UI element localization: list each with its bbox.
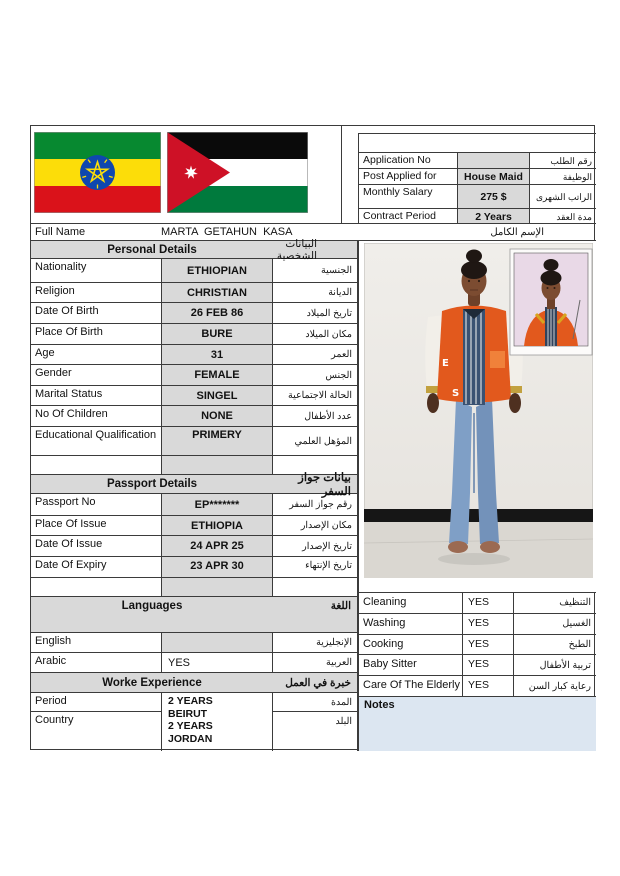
section-title: Languages xyxy=(121,600,183,612)
field-label: Educational Qualification xyxy=(35,429,157,441)
field-value: 275 $ xyxy=(457,185,530,208)
row-nationality xyxy=(31,259,357,283)
table-row xyxy=(359,134,596,153)
field-label-arabic: المؤهل العلمي xyxy=(294,435,352,447)
field-label-arabic: الطبخ xyxy=(568,638,591,650)
field-label: Cleaning xyxy=(363,596,407,608)
field-label: Marital Status xyxy=(35,388,103,400)
row-care-of-elderly xyxy=(359,676,596,696)
field-label: Passport No xyxy=(35,496,96,508)
row-date-of-expiry xyxy=(31,557,357,578)
row-monthly-salary xyxy=(359,185,596,209)
section-title-arabic: بيانات جواز السفر xyxy=(298,472,351,498)
field-value: YES xyxy=(462,676,514,696)
work-line: JORDAN xyxy=(168,732,213,745)
cv-form xyxy=(30,125,595,750)
work-line: 2 YEARS xyxy=(168,720,213,732)
field-value: 24 APR 25 xyxy=(161,536,273,556)
row-arabic xyxy=(31,653,357,673)
field-label-arabic: تاريخ الإصدار xyxy=(302,540,352,552)
field-value: YES xyxy=(462,593,514,613)
row-post-applied xyxy=(359,169,596,185)
field-label-arabic: العربية xyxy=(326,657,352,668)
row-religion xyxy=(31,283,357,303)
row-age xyxy=(31,345,357,365)
work-experience-value xyxy=(161,693,273,751)
field-label-arabic: رقم الطلب xyxy=(550,155,592,166)
field-value: 2 Years xyxy=(457,209,530,224)
work-line: BEIRUT xyxy=(168,707,208,720)
empty-cell xyxy=(31,456,161,474)
svg-text:E: E xyxy=(442,358,449,369)
field-label-arabic: مكان الميلاد xyxy=(305,328,352,340)
spacer-row xyxy=(31,578,357,597)
row-washing xyxy=(359,614,596,635)
empty-cell xyxy=(273,578,357,596)
photo-cell xyxy=(358,241,596,592)
field-value: 26 FEB 86 xyxy=(161,303,273,323)
field-label: Date Of Issue xyxy=(35,538,103,550)
field-value: YES xyxy=(462,614,514,634)
field-label: Date Of Birth xyxy=(35,305,99,317)
row-place-of-issue xyxy=(31,516,357,536)
field-value: BURE xyxy=(161,324,273,344)
field-label-arabic: الراتب الشهرى xyxy=(536,191,592,202)
field-label: Place Of Birth xyxy=(35,326,103,338)
row-educational-qualification xyxy=(31,427,357,456)
section-title: Personal Details xyxy=(107,243,197,256)
field-label: Post Applied for xyxy=(363,170,437,182)
field-label-arabic: الوظيفة xyxy=(562,171,592,182)
ethiopia-flag-icon xyxy=(34,132,161,213)
row-date-of-issue xyxy=(31,536,357,557)
field-value: SINGEL xyxy=(161,386,273,405)
field-label-arabic: عدد الأطفال xyxy=(304,410,352,422)
section-header-languages xyxy=(31,597,357,633)
field-label-arabic: تربية الأطفال xyxy=(539,659,591,671)
field-label: Application No xyxy=(363,154,431,166)
section-title: Passport Details xyxy=(106,478,198,490)
field-label: Place Of Issue xyxy=(35,518,107,530)
candidate-photo xyxy=(364,243,593,578)
field-label-arabic: العمر xyxy=(331,349,352,360)
field-label: Date Of Expiry xyxy=(35,559,107,571)
field-value xyxy=(161,633,273,652)
field-label: Religion xyxy=(35,285,75,297)
row-date-of-birth xyxy=(31,303,357,324)
row-place-of-birth xyxy=(31,324,357,345)
section-header-personal xyxy=(31,237,357,262)
row-gender xyxy=(31,365,357,386)
row-marital-status xyxy=(31,386,357,406)
field-label-arabic: رقم جواز السفر xyxy=(289,499,352,510)
field-label-arabic: الجنسية xyxy=(321,265,352,276)
field-label-arabic: مدة العقد xyxy=(556,211,592,222)
field-value: YES xyxy=(462,635,514,655)
field-value: 23 APR 30 xyxy=(161,557,273,577)
field-label: Full Name xyxy=(35,226,86,238)
field-label-arabic: البلد xyxy=(335,716,352,727)
notes-label: Notes xyxy=(364,699,395,711)
notes-box xyxy=(358,696,596,751)
field-label-arabic: تاريخ الميلاد xyxy=(306,307,352,319)
full-name-value: MARTA GETAHUN KASA xyxy=(161,226,293,238)
field-label: Care Of The Elderly xyxy=(363,679,461,692)
field-label: Country xyxy=(35,714,74,726)
svg-text:S: S xyxy=(452,388,460,399)
row-passport-no xyxy=(31,494,357,516)
field-value: YES xyxy=(161,653,273,672)
field-label: Contract Period xyxy=(363,210,436,222)
field-label: Gender xyxy=(35,367,72,379)
details-table xyxy=(31,237,358,751)
row-contract-period xyxy=(359,209,596,224)
flags-cell xyxy=(31,126,342,223)
field-label: Baby Sitter xyxy=(363,658,417,671)
field-label-arabic: الجنس xyxy=(325,369,352,381)
section-title-arabic: البيانات الشخصية xyxy=(276,237,317,262)
field-label-arabic: الإنجليزية xyxy=(316,637,352,648)
work-labels-arabic xyxy=(273,693,357,751)
field-value: CHRISTIAN xyxy=(161,283,273,302)
empty-cell xyxy=(31,578,161,596)
candidate-headshot xyxy=(510,249,592,355)
empty-cell xyxy=(161,578,273,596)
row-baby-sitter xyxy=(359,655,596,676)
field-label: Period xyxy=(31,693,161,712)
field-label-arabic: التنظيف xyxy=(559,597,591,609)
section-header-work-experience xyxy=(31,673,357,693)
field-value: ETHIOPIAN xyxy=(161,259,273,282)
field-value: 31 xyxy=(161,345,273,364)
skills-table xyxy=(358,592,596,696)
row-application-no xyxy=(359,153,596,169)
row-english xyxy=(31,633,357,653)
row-cooking xyxy=(359,635,596,656)
field-value: YES xyxy=(462,655,514,675)
field-label: Nationality xyxy=(35,261,87,273)
section-header-passport xyxy=(31,472,357,498)
field-label-arabic: تاريخ الإنتهاء xyxy=(305,560,352,571)
field-label: Washing xyxy=(363,616,406,629)
field-value: PRIMERY xyxy=(161,427,273,455)
field-label: Arabic xyxy=(35,655,67,667)
section-title: Worke Experience xyxy=(102,676,202,689)
field-label-arabic: رعاية كبار السن xyxy=(528,680,591,692)
jordan-flag-icon xyxy=(167,132,308,213)
section-title-arabic: خبرة في العمل xyxy=(285,676,351,689)
work-experience-block xyxy=(31,693,357,751)
work-line: 2 YEARS xyxy=(168,695,213,707)
field-value: ETHIOPIA xyxy=(161,516,273,535)
field-label-arabic: الديانة xyxy=(328,287,352,298)
application-info-table xyxy=(358,133,596,223)
field-label-arabic: الإسم الكامل xyxy=(490,226,544,238)
row-cleaning xyxy=(359,593,596,614)
empty-cell xyxy=(161,456,273,474)
row-no-of-children xyxy=(31,406,357,427)
field-label: Age xyxy=(35,347,55,359)
field-label: Monthly Salary xyxy=(363,186,433,198)
field-value: NONE xyxy=(161,406,273,426)
field-label: Cooking xyxy=(363,637,404,650)
field-value: FEMALE xyxy=(161,365,273,385)
field-value: EP******* xyxy=(161,494,273,515)
field-label-arabic: الحالة الاجتماعية xyxy=(288,390,352,401)
work-labels xyxy=(31,693,161,751)
field-label-arabic: مكان الإصدار xyxy=(300,520,352,531)
field-label-arabic: الغسيل xyxy=(562,618,591,630)
field-value xyxy=(457,153,530,168)
field-label: No Of Children xyxy=(35,408,108,420)
section-title-arabic: اللغة xyxy=(330,600,351,612)
field-label-arabic: المدة xyxy=(273,693,357,712)
field-value: House Maid xyxy=(457,169,530,184)
field-label: English xyxy=(35,635,72,647)
